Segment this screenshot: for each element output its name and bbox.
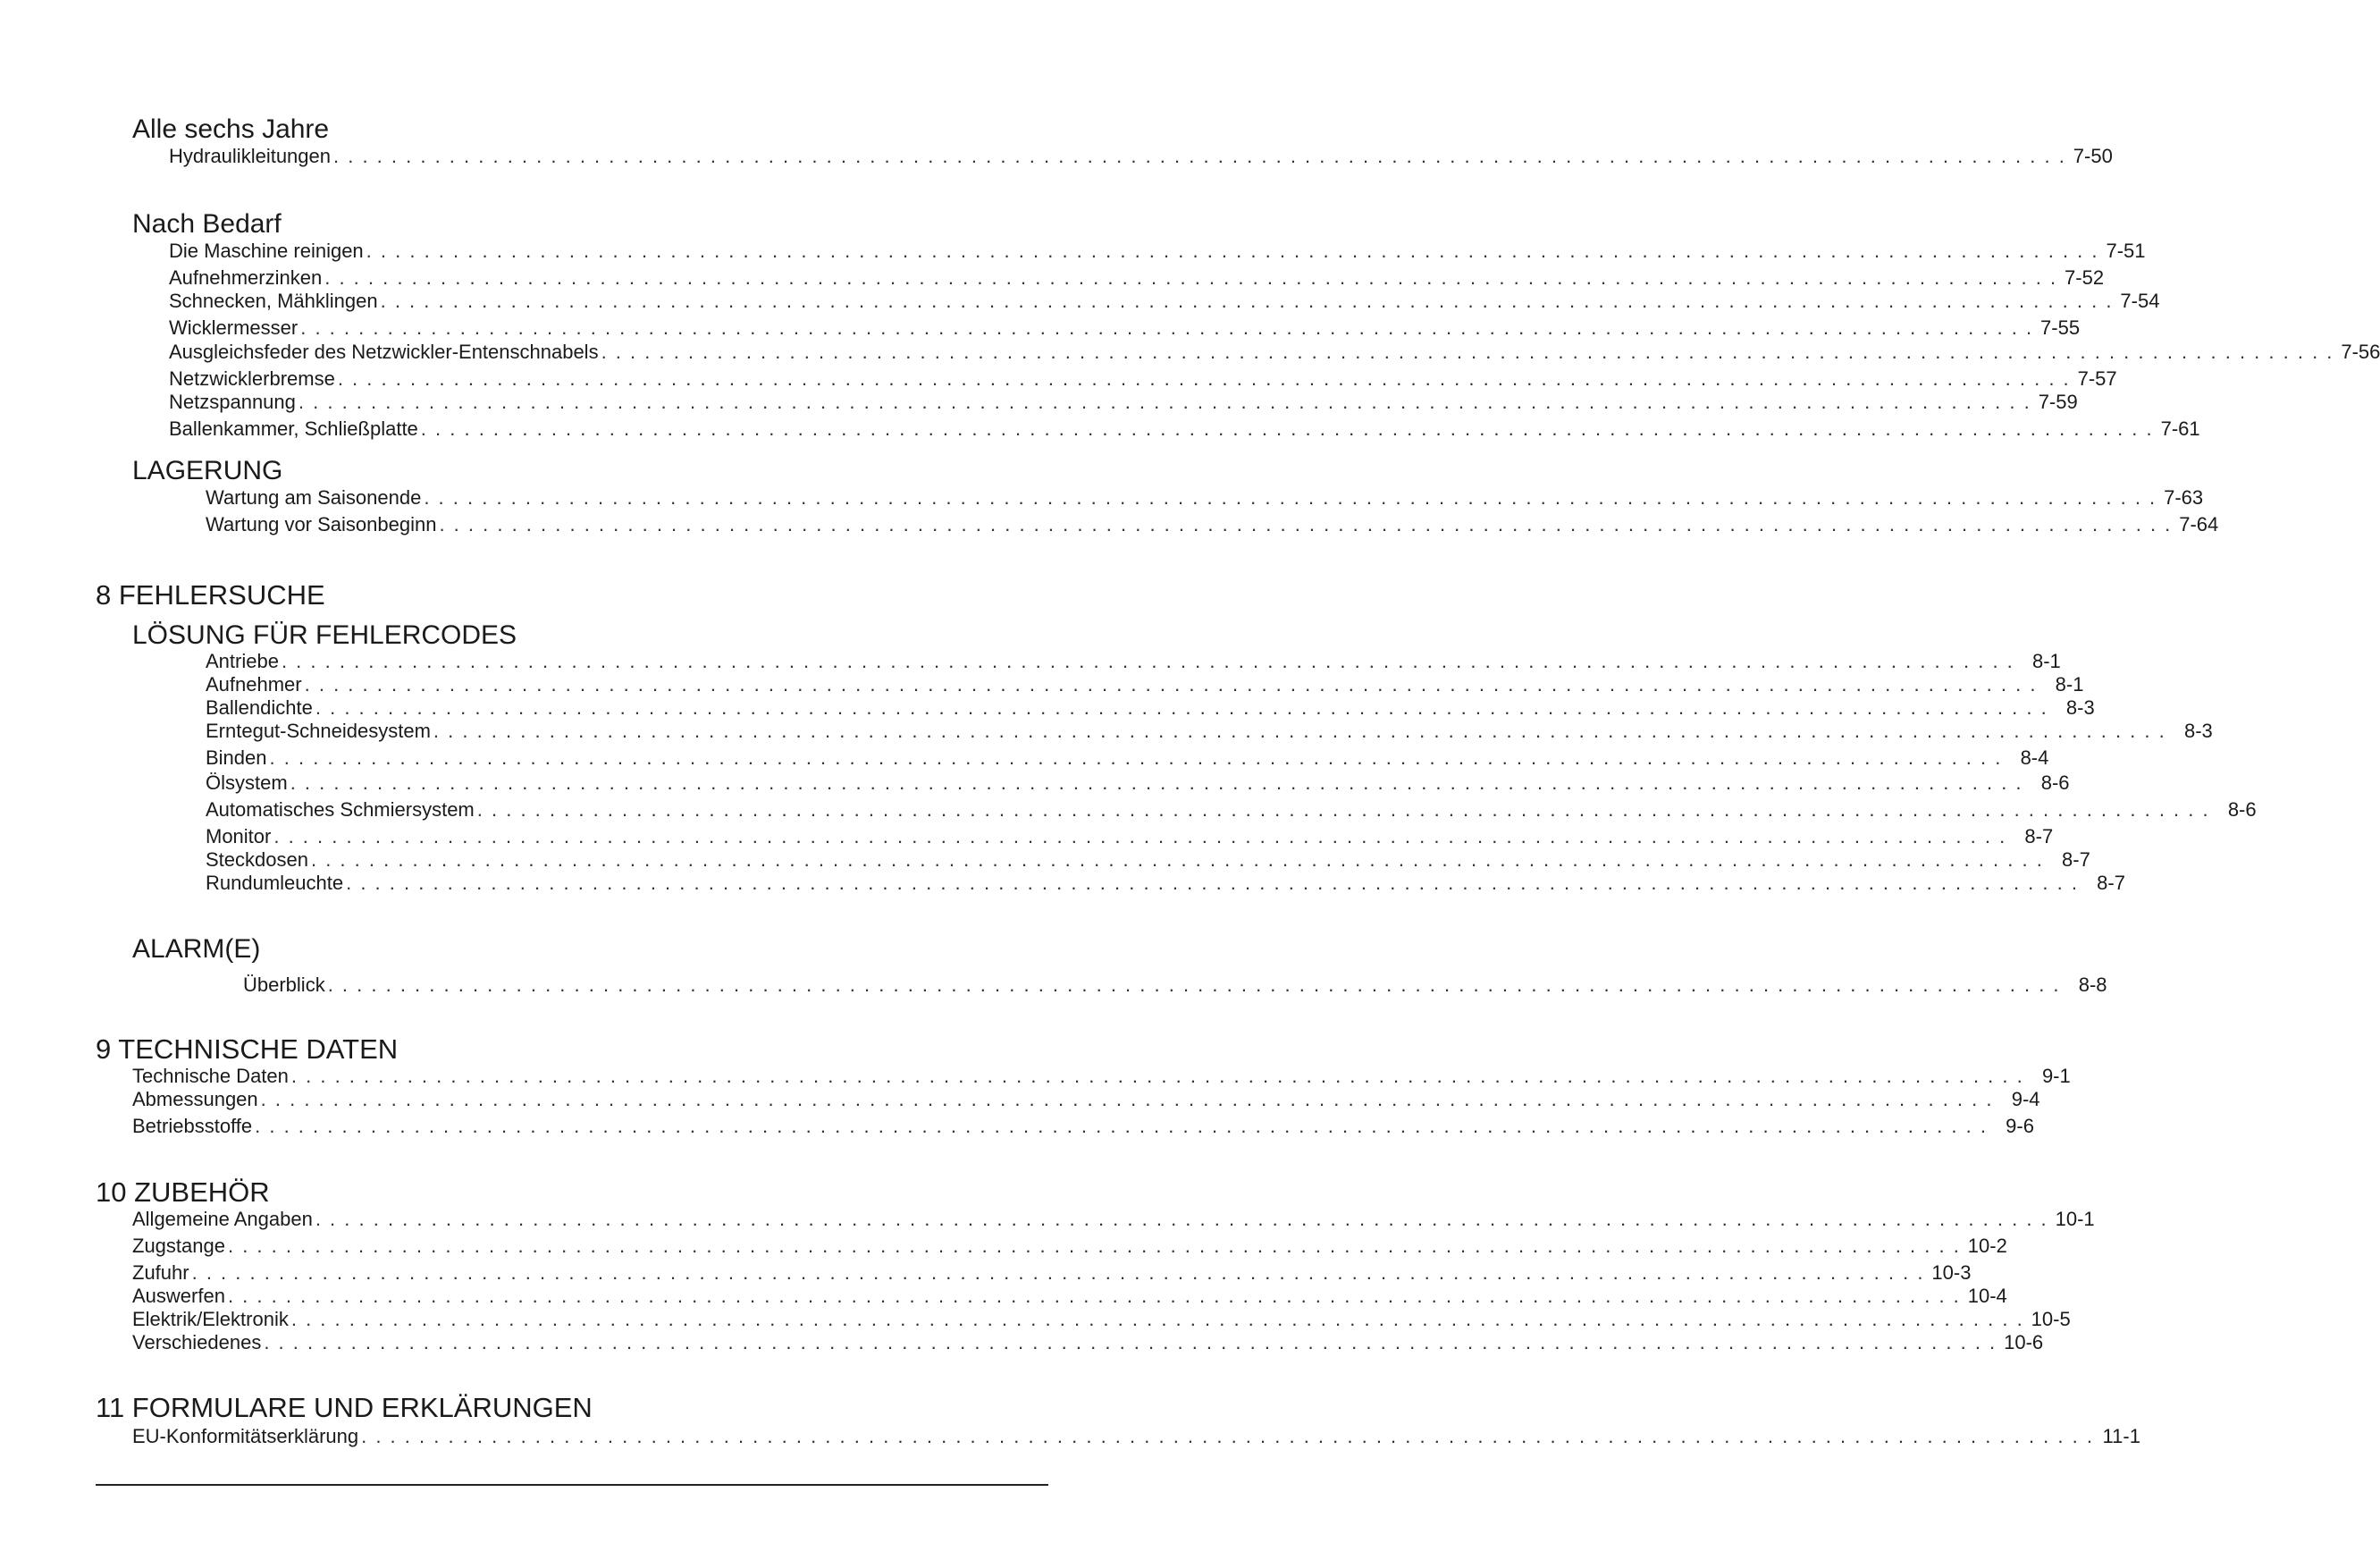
toc-entry-page: 7-54 xyxy=(2120,290,2160,312)
dot-leader: . . . . . . . . . . . . . . . . . . . . . . . . . . . . . . . . . . . . . . . . . . . . . . . . . . . . . . . . . . . . . . . . . . . . . . . . . . . . . . . . . . . . . . . . . . . . . . . . . . . . . . . . . . . . . . . . . . . . . . . . xyxy=(346,872,2079,894)
toc-entry[interactable] xyxy=(132,1261,1972,1285)
toc-entry[interactable] xyxy=(206,513,2219,536)
toc-entry-page: 8-1 xyxy=(2055,673,2084,695)
toc-entry-label: Wartung am Saisonende xyxy=(206,486,422,509)
toc-entry-label: Antriebe xyxy=(206,650,279,672)
toc-entry-label: Ölsystem xyxy=(206,771,288,794)
dot-leader: . . . . . . . . . . . . . . . . . . . . . . . . . . . . . . . . . . . . . . . . . . . . . . . . . . . . . . . . . . . . . . . . . . . . . . . . . . . . . . . . . . . . . . . . . . . . . . . . . . . . . . . . . . . . . . . . . . . . . . . . xyxy=(433,720,2166,742)
toc-entry-page: 7-64 xyxy=(2179,513,2219,535)
dot-leader: . . . . . . . . . . . . . . . . . . . . . . . . . . . . . . . . . . . . . . . . . . . . . . . . . . . . . . . . . . . . . . . . . . . . . . . . . . . . . . . . . . . . . . . . . . . . . . . . . . . . . . . . . . . . . . . . . . . . . . . . xyxy=(337,367,2071,390)
dot-leader: . . . . . . . . . . . . . . . . . . . . . . . . . . . . . . . . . . . . . . . . . . . . . . . . . . . . . . . . . . . . . . . . . . . . . . . . . . . . . . . . . . . . . . . . . . . . . . . . . . . . . . . . . . . . . . . . . . . . . . . . xyxy=(191,1261,1925,1284)
toc-entry-label: Wartung vor Saisonbeginn xyxy=(206,513,437,535)
toc-entry-label: Verschiedenes xyxy=(132,1331,262,1353)
toc-entry[interactable] xyxy=(132,1331,2044,1354)
toc-entry[interactable] xyxy=(132,1308,2071,1331)
section-heading: ALARM(E) xyxy=(132,934,261,964)
bottom-rule xyxy=(96,1484,1048,1486)
toc-entry[interactable] xyxy=(132,1208,2095,1231)
toc-entry[interactable] xyxy=(169,290,2160,313)
toc-entry-label: EU-Konformitätserklärung xyxy=(132,1425,359,1447)
toc-entry-label: Erntegut-Schneidesystem xyxy=(206,720,431,742)
dot-leader: . . . . . . . . . . . . . . . . . . . . . . . . . . . . . . . . . . . . . . . . . . . . . . . . . . . . . . . . . . . . . . . . . . . . . . . . . . . . . . . . . . . . . . . . . . . . . . . . . . . . . . . . . . . . . . . . . . . . . . . . xyxy=(315,1208,2048,1230)
toc-entry-page: 10-4 xyxy=(1967,1285,2007,1307)
dot-leader: . . . . . . . . . . . . . . . . . . . . . . . . . . . . . . . . . . . . . . . . . . . . . . . . . . . . . . . . . . . . . . . . . . . . . . . . . . . . . . . . . . . . . . . . . . . . . . . . . . . . . . . . . . . . . . . . . . . . . . . . xyxy=(290,1308,2024,1330)
toc-entry-page: 8-6 xyxy=(2227,798,2257,821)
dot-leader: . . . . . . . . . . . . . . . . . . . . . . . . . . . . . . . . . . . . . . . . . . . . . . . . . . . . . . . . . . . . . . . . . . . . . . . . . . . . . . . . . . . . . . . . . . . . . . . . . . . . . . . . . . . . . . . . . . . . . . . . xyxy=(273,825,2007,847)
toc-entry-label: Die Maschine reinigen xyxy=(169,240,364,262)
toc-entry-page: 8-1 xyxy=(2032,650,2061,672)
toc-entry-label: Hydraulikleitungen xyxy=(169,145,331,167)
toc-entry[interactable] xyxy=(169,316,2081,340)
dot-leader: . . . . . . . . . . . . . . . . . . . . . . . . . . . . . . . . . . . . . . . . . . . . . . . . . . . . . . . . . . . . . . . . . . . . . . . . . . . . . . . . . . . . . . . . . . . . . . . . . . . . . . . . . . . . . . . . . . . . . . . . xyxy=(380,290,2114,312)
toc-entry-page: 7-51 xyxy=(2106,240,2146,262)
toc-entry[interactable] xyxy=(206,825,2054,848)
toc-entry-label: Ballenkammer, Schließplatte xyxy=(169,417,418,440)
toc-entry[interactable] xyxy=(206,673,2084,696)
toc-entry[interactable] xyxy=(169,240,2146,263)
toc-entry-label: Schnecken, Mähklingen xyxy=(169,290,378,312)
toc-entry-label: Elektrik/Elektronik xyxy=(132,1308,289,1330)
toc-entry-label: Abmessungen xyxy=(132,1088,258,1110)
chapter-heading: 9 TECHNISCHE DATEN xyxy=(96,1033,399,1065)
toc-entry-label: Aufnehmer xyxy=(206,673,302,695)
toc-entry-page: 8-3 xyxy=(2183,720,2213,742)
toc-entry[interactable] xyxy=(169,266,2105,290)
toc-entry-page: 10-6 xyxy=(2004,1331,2044,1353)
toc-entry-label: Betriebsstoffe xyxy=(132,1115,253,1137)
dot-leader: . . . . . . . . . . . . . . . . . . . . . . . . . . . . . . . . . . . . . . . . . . . . . . . . . . . . . . . . . . . . . . . . . . . . . . . . . . . . . . . . . . . . . . . . . . . . . . . . . . . . . . . . . . . . . . . . . . . . . . . . xyxy=(424,486,2157,509)
toc-entry-page: 11-1 xyxy=(2102,1425,2140,1447)
toc-entry-label: Zufuhr xyxy=(132,1261,189,1284)
toc-entry[interactable] xyxy=(206,486,2204,510)
toc-entry[interactable] xyxy=(169,145,2113,168)
toc-entry-page: 7-52 xyxy=(2065,266,2105,289)
toc-entry-label: Allgemeine Angaben xyxy=(132,1208,313,1230)
toc-entry-page: 8-4 xyxy=(2020,746,2049,769)
toc-entry-label: Steckdosen xyxy=(206,848,308,871)
dot-leader: . . . . . . . . . . . . . . . . . . . . . . . . . . . . . . . . . . . . . . . . . . . . . . . . . . . . . . . . . . . . . . . . . . . . . . . . . . . . . . . . . . . . . . . . . . . . . . . . . . . . . . . . . . . . . . . . . . . . . . . . xyxy=(601,341,2334,363)
toc-entry-page: 10-2 xyxy=(1967,1235,2007,1257)
dot-leader: . . . . . . . . . . . . . . . . . . . . . . . . . . . . . . . . . . . . . . . . . . . . . . . . . . . . . . . . . . . . . . . . . . . . . . . . . . . . . . . . . . . . . . . . . . . . . . . . . . . . . . . . . . . . . . . . . . . . . . . . xyxy=(281,650,2014,672)
toc-entry[interactable] xyxy=(132,1235,2007,1258)
toc-entry-label: Rundumleuchte xyxy=(206,872,344,894)
toc-entry[interactable] xyxy=(206,720,2213,743)
toc-entry[interactable] xyxy=(132,1425,2140,1448)
toc-entry-page: 9-1 xyxy=(2041,1065,2071,1087)
section-heading: Alle sechs Jahre xyxy=(132,114,330,144)
toc-entry-page: 8-6 xyxy=(2040,771,2070,794)
dot-leader: . . . . . . . . . . . . . . . . . . . . . . . . . . . . . . . . . . . . . . . . . . . . . . . . . . . . . . . . . . . . . . . . . . . . . . . . . . . . . . . . . . . . . . . . . . . . . . . . . . . . . . . . . . . . . . . . . . . . . . . . xyxy=(260,1088,1994,1110)
dot-leader: . . . . . . . . . . . . . . . . . . . . . . . . . . . . . . . . . . . . . . . . . . . . . . . . . . . . . . . . . . . . . . . . . . . . . . . . . . . . . . . . . . . . . . . . . . . . . . . . . . . . . . . . . . . . . . . . . . . . . . . . xyxy=(327,974,2061,996)
toc-entry-page: 7-56 xyxy=(2341,341,2380,363)
toc-entry-label: Netzspannung xyxy=(169,391,296,413)
toc-entry[interactable] xyxy=(132,1115,2034,1138)
dot-leader: . . . . . . . . . . . . . . . . . . . . . . . . . . . . . . . . . . . . . . . . . . . . . . . . . . . . . . . . . . . . . . . . . . . . . . . . . . . . . . . . . . . . . . . . . . . . . . . . . . . . . . . . . . . . . . . . . . . . . . . . xyxy=(290,771,2023,794)
dot-leader: . . . . . . . . . . . . . . . . . . . . . . . . . . . . . . . . . . . . . . . . . . . . . . . . . . . . . . . . . . . . . . . . . . . . . . . . . . . . . . . . . . . . . . . . . . . . . . . . . . . . . . . . . . . . . . . . . . . . . . . . xyxy=(361,1425,2094,1447)
dot-leader: . . . . . . . . . . . . . . . . . . . . . . . . . . . . . . . . . . . . . . . . . . . . . . . . . . . . . . . . . . . . . . . . . . . . . . . . . . . . . . . . . . . . . . . . . . . . . . . . . . . . . . . . . . . . . . . . . . . . . . . . xyxy=(304,673,2038,695)
toc-entry-label: Ausgleichsfeder des Netzwickler-Entenschnabels xyxy=(169,341,599,363)
toc-entry-page: 8-8 xyxy=(2078,974,2107,996)
toc-entry-page: 10-1 xyxy=(2055,1208,2095,1230)
toc-entry-label: Automatisches Schmiersystem xyxy=(206,798,475,821)
toc-entry-label: Binden xyxy=(206,746,267,769)
toc-entry-label: Auswerfen xyxy=(132,1285,225,1307)
toc-entry-label: Wicklermesser xyxy=(169,316,299,339)
toc-entry[interactable] xyxy=(206,798,2257,822)
toc-entry-page: 10-3 xyxy=(1931,1261,1972,1284)
dot-leader: . . . . . . . . . . . . . . . . . . . . . . . . . . . . . . . . . . . . . . . . . . . . . . . . . . . . . . . . . . . . . . . . . . . . . . . . . . . . . . . . . . . . . . . . . . . . . . . . . . . . . . . . . . . . . . . . . . . . . . . . xyxy=(264,1331,1997,1353)
toc-entry-label: Netzwicklerbremse xyxy=(169,367,335,390)
toc-entry[interactable] xyxy=(206,771,2070,795)
chapter-heading: 11 FORMULARE UND ERKLÄRUNGEN xyxy=(96,1392,593,1423)
toc-entry-label: Ballendichte xyxy=(206,696,313,719)
toc-entry-label: Aufnehmerzinken xyxy=(169,266,323,289)
section-heading: LAGERUNG xyxy=(132,456,283,485)
chapter-heading: 8 FEHLERSUCHE xyxy=(96,579,325,611)
toc-entry[interactable] xyxy=(169,367,2117,391)
dot-leader: . . . . . . . . . . . . . . . . . . . . . . . . . . . . . . . . . . . . . . . . . . . . . . . . . . . . . . . . . . . . . . . . . . . . . . . . . . . . . . . . . . . . . . . . . . . . . . . . . . . . . . . . . . . . . . . . . . . . . . . . xyxy=(439,513,2173,535)
toc-entry-page: 8-3 xyxy=(2065,696,2095,719)
toc-entry[interactable] xyxy=(132,1285,2007,1308)
toc-entry[interactable] xyxy=(169,341,2380,364)
toc-entry-label: Monitor xyxy=(206,825,272,847)
toc-entry[interactable] xyxy=(206,746,2049,770)
chapter-heading: 10 ZUBEHÖR xyxy=(96,1176,270,1208)
toc-entry-page: 9-6 xyxy=(2006,1115,2034,1137)
toc-entry-label: Überblick xyxy=(243,974,325,996)
toc-entry-page: 7-59 xyxy=(2038,391,2078,413)
section-heading: LÖSUNG FÜR FEHLERCODES xyxy=(132,620,517,650)
dot-leader: . . . . . . . . . . . . . . . . . . . . . . . . . . . . . . . . . . . . . . . . . . . . . . . . . . . . . . . . . . . . . . . . . . . . . . . . . . . . . . . . . . . . . . . . . . . . . . . . . . . . . . . . . . . . . . . . . . . . . . . . xyxy=(255,1115,1988,1137)
toc-entry[interactable] xyxy=(169,417,2200,441)
dot-leader: . . . . . . . . . . . . . . . . . . . . . . . . . . . . . . . . . . . . . . . . . . . . . . . . . . . . . . . . . . . . . . . . . . . . . . . . . . . . . . . . . . . . . . . . . . . . . . . . . . . . . . . . . . . . . . . . . . . . . . . . xyxy=(324,266,2058,289)
dot-leader: . . . . . . . . . . . . . . . . . . . . . . . . . . . . . . . . . . . . . . . . . . . . . . . . . . . . . . . . . . . . . . . . . . . . . . . . . . . . . . . . . . . . . . . . . . . . . . . . . . . . . . . . . . . . . . . . . . . . . . . . xyxy=(333,145,2066,167)
toc-entry[interactable] xyxy=(206,848,2090,872)
dot-leader: . . . . . . . . . . . . . . . . . . . . . . . . . . . . . . . . . . . . . . . . . . . . . . . . . . . . . . . . . . . . . . . . . . . . . . . . . . . . . . . . . . . . . . . . . . . . . . . . . . . . . . . . . . . . . . . . . . . . . . . . xyxy=(227,1235,1961,1257)
toc-entry[interactable] xyxy=(206,650,2061,673)
toc-entry[interactable] xyxy=(206,872,2125,895)
dot-leader: . . . . . . . . . . . . . . . . . . . . . . . . . . . . . . . . . . . . . . . . . . . . . . . . . . . . . . . . . . . . . . . . . . . . . . . . . . . . . . . . . . . . . . . . . . . . . . . . . . . . . . . . . . . . . . . . . . . . . . . . xyxy=(300,316,2034,339)
toc-entry-page: 8-7 xyxy=(2062,848,2090,871)
toc-entry-page: 7-50 xyxy=(2073,145,2113,167)
toc-entry-page: 7-61 xyxy=(2160,417,2200,440)
toc-entry[interactable] xyxy=(132,1088,2040,1111)
dot-leader: . . . . . . . . . . . . . . . . . . . . . . . . . . . . . . . . . . . . . . . . . . . . . . . . . . . . . . . . . . . . . . . . . . . . . . . . . . . . . . . . . . . . . . . . . . . . . . . . . . . . . . . . . . . . . . . . . . . . . . . . xyxy=(227,1285,1961,1307)
toc-entry[interactable] xyxy=(206,696,2095,720)
dot-leader: . . . . . . . . . . . . . . . . . . . . . . . . . . . . . . . . . . . . . . . . . . . . . . . . . . . . . . . . . . . . . . . . . . . . . . . . . . . . . . . . . . . . . . . . . . . . . . . . . . . . . . . . . . . . . . . . . . . . . . . . xyxy=(298,391,2031,413)
dot-leader: . . . . . . . . . . . . . . . . . . . . . . . . . . . . . . . . . . . . . . . . . . . . . . . . . . . . . . . . . . . . . . . . . . . . . . . . . . . . . . . . . . . . . . . . . . . . . . . . . . . . . . . . . . . . . . . . . . . . . . . . xyxy=(476,798,2210,821)
toc-entry-label: Zugstange xyxy=(132,1235,225,1257)
dot-leader: . . . . . . . . . . . . . . . . . . . . . . . . . . . . . . . . . . . . . . . . . . . . . . . . . . . . . . . . . . . . . . . . . . . . . . . . . . . . . . . . . . . . . . . . . . . . . . . . . . . . . . . . . . . . . . . . . . . . . . . . xyxy=(310,848,2044,871)
toc-entry[interactable] xyxy=(169,391,2078,414)
toc-entry-page: 7-57 xyxy=(2077,367,2117,390)
dot-leader: . . . . . . . . . . . . . . . . . . . . . . . . . . . . . . . . . . . . . . . . . . . . . . . . . . . . . . . . . . . . . . . . . . . . . . . . . . . . . . . . . . . . . . . . . . . . . . . . . . . . . . . . . . . . . . . . . . . . . . . . xyxy=(420,417,2154,440)
toc-entry-page: 7-55 xyxy=(2040,316,2081,339)
toc-entry-page: 8-7 xyxy=(2024,825,2054,847)
dot-leader: . . . . . . . . . . . . . . . . . . . . . . . . . . . . . . . . . . . . . . . . . . . . . . . . . . . . . . . . . . . . . . . . . . . . . . . . . . . . . . . . . . . . . . . . . . . . . . . . . . . . . . . . . . . . . . . . . . . . . . . . xyxy=(315,696,2048,719)
section-heading: Nach Bedarf xyxy=(132,209,282,239)
toc-entry-page: 7-63 xyxy=(2164,486,2204,509)
dot-leader: . . . . . . . . . . . . . . . . . . . . . . . . . . . . . . . . . . . . . . . . . . . . . . . . . . . . . . . . . . . . . . . . . . . . . . . . . . . . . . . . . . . . . . . . . . . . . . . . . . . . . . . . . . . . . . . . . . . . . . . . xyxy=(290,1065,2024,1087)
toc-entry[interactable] xyxy=(243,974,2107,997)
toc-entry[interactable] xyxy=(132,1065,2071,1088)
toc-entry-page: 10-5 xyxy=(2031,1308,2071,1330)
dot-leader: . . . . . . . . . . . . . . . . . . . . . . . . . . . . . . . . . . . . . . . . . . . . . . . . . . . . . . . . . . . . . . . . . . . . . . . . . . . . . . . . . . . . . . . . . . . . . . . . . . . . . . . . . . . . . . . . . . . . . . . . xyxy=(269,746,2003,769)
toc-entry-page: 8-7 xyxy=(2097,872,2125,894)
dot-leader: . . . . . . . . . . . . . . . . . . . . . . . . . . . . . . . . . . . . . . . . . . . . . . . . . . . . . . . . . . . . . . . . . . . . . . . . . . . . . . . . . . . . . . . . . . . . . . . . . . . . . . . . . . . . . . . . . . . . . . . . xyxy=(366,240,2099,262)
toc-entry-page: 9-4 xyxy=(2011,1088,2040,1110)
toc-entry-label: Technische Daten xyxy=(132,1065,289,1087)
